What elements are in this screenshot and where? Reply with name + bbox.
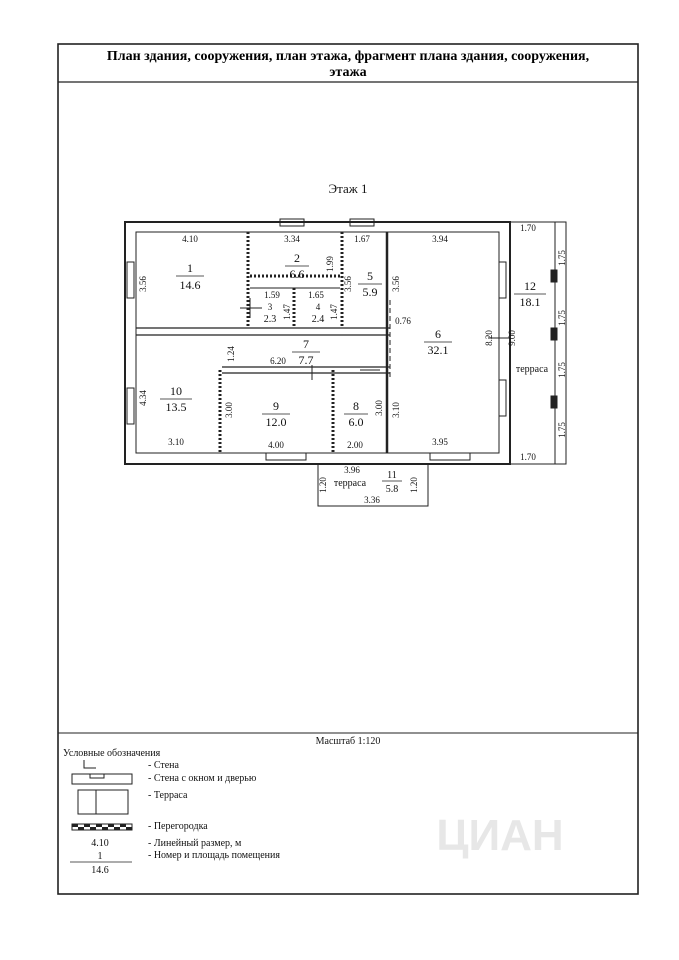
dimension-label: 1.20 — [409, 477, 419, 493]
window — [127, 262, 134, 298]
terrace-post — [551, 328, 557, 340]
dimension-label: 1.24 — [226, 346, 236, 362]
dimension-label: 3.56 — [343, 276, 353, 292]
terrace-post — [551, 270, 557, 282]
legend-linear-size: - Линейный размер, м — [148, 838, 242, 849]
room-number: 1 — [187, 261, 193, 275]
room-number: 11 — [387, 470, 397, 481]
room-area: 2.4 — [311, 314, 325, 325]
legend-symbols — [72, 760, 132, 830]
legend-partition: - Перегородка — [148, 821, 208, 832]
terrace-label: терраса — [515, 364, 549, 375]
room-number: 9 — [273, 399, 279, 413]
dimension-label: 3.95 — [432, 437, 448, 447]
legend-room-number-area: - Номер и площадь помещения — [148, 850, 280, 861]
room-area: 2.3 — [263, 314, 277, 325]
dimension-label: 3.56 — [391, 276, 401, 292]
room-number: 7 — [303, 337, 309, 351]
terrace-label: терраса — [333, 478, 367, 489]
room-area: 32.1 — [427, 343, 449, 357]
room-area: 5.9 — [362, 285, 378, 299]
room-number: 4 — [315, 302, 321, 312]
legend-sample-dim: 4.10 — [91, 838, 109, 849]
room-number: 2 — [294, 251, 300, 265]
partition-pattern — [72, 824, 132, 830]
window — [430, 453, 470, 460]
outer-wall — [125, 222, 510, 464]
dimension-label: 3.10 — [168, 437, 184, 447]
dimension-label: 1.47 — [329, 304, 339, 320]
room-area: 18.1 — [519, 295, 541, 309]
dimension-label: 3.56 — [138, 276, 148, 292]
room-number: 10 — [170, 384, 182, 398]
dimension-label: 1.47 — [282, 304, 292, 320]
header-title-line1: План здания, сооружения, план этажа, фрагмент плана здания, сооружения, — [106, 49, 590, 64]
legend-wall: - Стена — [148, 760, 179, 771]
dimension-label: 1.65 — [308, 290, 324, 300]
room-number: 5 — [367, 269, 373, 283]
legend-sample-num: 1 — [97, 851, 103, 862]
dimension-label: 3.96 — [344, 465, 360, 475]
dimension-label: 4.10 — [182, 234, 198, 244]
room-number: 6 — [435, 327, 441, 341]
dimension-label: 1.75 — [557, 422, 567, 438]
dimension-label: 1.20 — [318, 477, 328, 493]
room-area: 6.0 — [348, 415, 364, 429]
dimension-label: 3.00 — [374, 400, 384, 416]
legend-wall-window-door: - Стена с окном и дверью — [148, 773, 257, 784]
dimension-label: 1.59 — [264, 290, 280, 300]
dimension-label: 3.34 — [284, 234, 300, 244]
room-number: 8 — [353, 399, 359, 413]
floor-label: Этаж 1 — [328, 181, 368, 196]
window — [266, 453, 306, 460]
room-number: 3 — [267, 302, 273, 312]
dimension-label: 4.34 — [138, 390, 148, 406]
scale-label: Масштаб 1:120 — [315, 736, 381, 747]
window — [499, 380, 506, 416]
dimension-label: 0.76 — [395, 316, 411, 326]
dimension-label: 1.70 — [520, 223, 536, 233]
dimension-label: 3.36 — [364, 495, 380, 505]
dimension-label: 4.00 — [268, 440, 284, 450]
room-area: 14.6 — [179, 278, 201, 292]
room-area: 7.7 — [298, 353, 314, 367]
dimension-label: 6.20 — [270, 356, 286, 366]
dimension-label: 1.70 — [520, 452, 536, 462]
header-title-line2: этажа — [329, 65, 367, 80]
dimension-label: 1.99 — [325, 256, 335, 272]
terrace-post — [551, 396, 557, 408]
dimension-label: 1.67 — [354, 234, 370, 244]
legend-sample-area: 14.6 — [91, 865, 109, 876]
dimension-label: 8.20 — [484, 330, 494, 346]
dimension-label: 9.00 — [507, 330, 517, 346]
room-area: 13.5 — [165, 400, 187, 414]
dimension-labels — [138, 223, 567, 505]
dimension-label: 1.75 — [557, 250, 567, 266]
legend-terrace: - Терраса — [148, 790, 188, 801]
window — [127, 388, 134, 424]
room-number: 12 — [524, 279, 536, 293]
watermark: ЦИАН — [436, 811, 564, 860]
legend-title: Условные обозначения — [63, 748, 161, 759]
room-area: 5.8 — [385, 484, 399, 495]
dimension-label: 2.00 — [347, 440, 363, 450]
window — [499, 262, 506, 298]
dimension-label: 3.94 — [432, 234, 448, 244]
dimension-label: 3.10 — [391, 402, 401, 418]
room-area: 12.0 — [265, 415, 287, 429]
wall-symbol — [84, 760, 96, 768]
dimension-label: 3.00 — [224, 402, 234, 418]
room-area: 6.6 — [289, 267, 305, 281]
terrace-symbol — [78, 790, 128, 814]
dimension-label: 1.75 — [557, 310, 567, 326]
dimension-label: 1.75 — [557, 362, 567, 378]
